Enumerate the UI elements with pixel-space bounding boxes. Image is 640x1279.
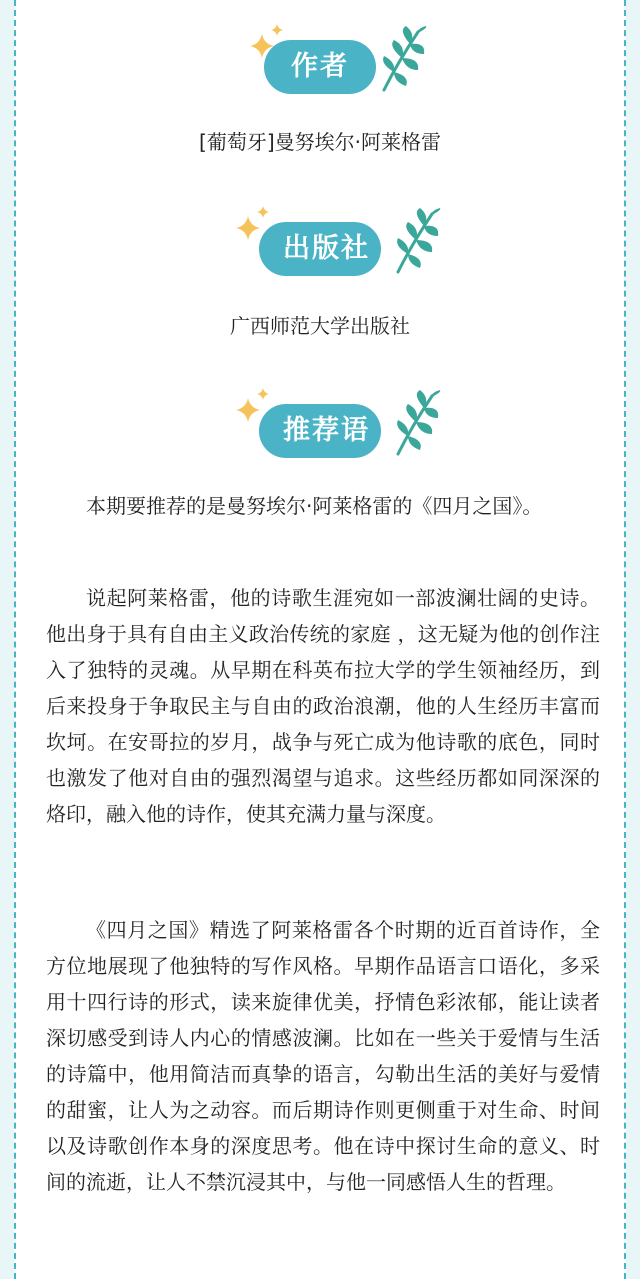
paragraph-text: 《四月之国》精选了阿莱格雷各个时期的近百首诗作，全方位地展现了他独特的写作风格。早期作品语言口语化，多采用十四行诗的形式，读来旋律优美，抒情色彩浓郁，能让读者深切感受到诗人内心的情感波澜。比如在一些关于爱情与生活的诗篇中，他用简洁而真挚的语言，勾勒出生活的美好与爱情的甜蜜，让人为之动容。而后期诗作则更侧重于对生命、时间以及诗歌创作本身的深度思考。他在诗中探讨生命的意义、时间的流逝，让人不禁沉浸其中，与他一同感悟人生的哲理。 [46,918,600,1194]
section-header-publisher [16,196,624,286]
section-header-recommendation [16,378,624,468]
author-text: [葡萄牙]曼努埃尔·阿莱格雷 [199,130,441,154]
recommendation-paragraph [46,580,600,832]
paragraph-text: 说起阿莱格雷，他的诗歌生涯宛如一部波澜壮阔的史诗。他出身于具有自由主义政治传统的家庭 ，这无疑为他的创作注入了独特的灵魂。从早期在科英布拉大学的学生领袖经历，到后来投身于争取民主与自由的政治浪潮，他的人生经历丰富而坎坷。在安哥拉的岁月，战争与死亡成为他诗歌的底色，同时也激发了他对自由的强烈渴望与追求。这些经历都如同深深的烙印，融入他的诗作，使其充满力量与深度。 [46,586,600,826]
section-title: 出版社 [259,222,381,276]
section-title: 推荐语 [259,404,381,458]
recommendation-paragraph [46,912,600,1200]
leaf-icon [390,388,442,458]
recommendation-paragraph [46,488,600,524]
section-title: 作者 [264,40,376,94]
leaf-icon [390,206,442,276]
paragraph-text: 本期要推荐的是曼努埃尔·阿莱格雷的《四月之国》。 [86,494,543,518]
leaf-icon [376,24,428,94]
article-page [14,0,626,1279]
publisher-text: 广西师范大学出版社 [230,314,410,338]
section-header-author [16,14,624,104]
